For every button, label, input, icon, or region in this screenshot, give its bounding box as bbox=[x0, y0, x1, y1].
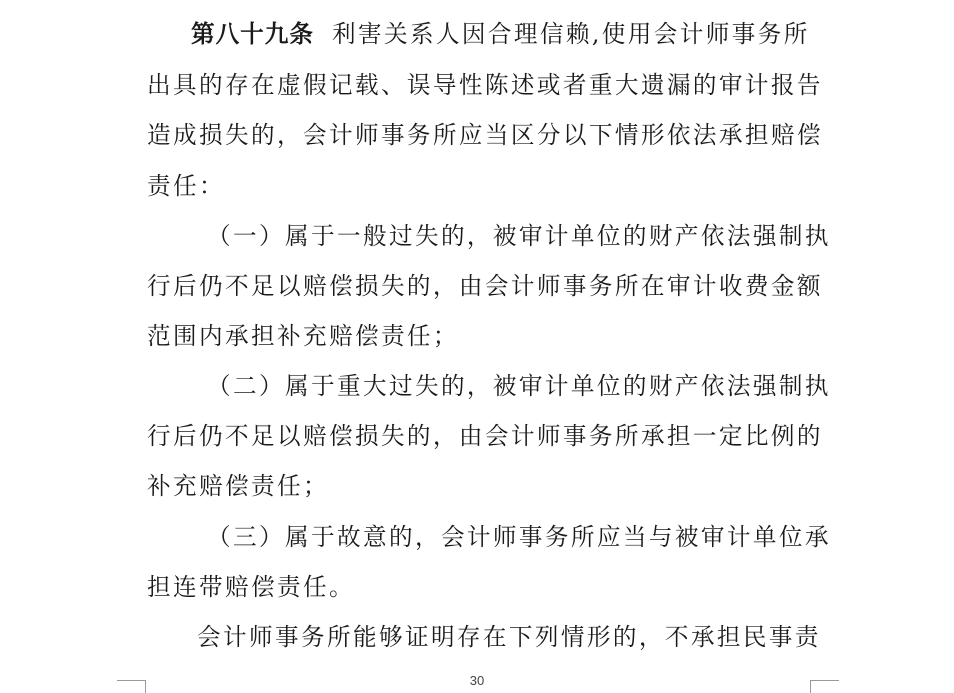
text-line: 责任： bbox=[147, 172, 225, 200]
clause-one-start: （一）属于一般过失的，被审计单位的财产依法强制执 bbox=[207, 222, 831, 250]
article-number: 第八十九条 bbox=[191, 20, 314, 48]
text-line: 担连带赔偿责任。 bbox=[147, 573, 355, 601]
text-line: 造成损失的，会计师事务所应当区分以下情形依法承担赔偿 bbox=[147, 121, 823, 149]
paragraph-start: 会计师事务所能够证明存在下列情形的，不承担民事责 bbox=[197, 623, 821, 651]
clause-three-start: （三）属于故意的，会计师事务所应当与被审计单位承 bbox=[207, 523, 831, 551]
text-line: 出具的存在虚假记载、误导性陈述或者重大遗漏的审计报告 bbox=[147, 71, 823, 99]
text-line: 补充赔偿责任； bbox=[147, 472, 329, 500]
text-line: 范围内承担补充赔偿责任； bbox=[147, 322, 459, 350]
clause-two-start: （二）属于重大过失的，被审计单位的财产依法强制执 bbox=[207, 372, 831, 400]
article-heading-line bbox=[191, 14, 810, 54]
page-number: 30 bbox=[469, 673, 485, 688]
article-intro-text: 利害关系人因合理信赖,使用会计师事务所 bbox=[331, 20, 810, 48]
text-line: 行后仍不足以赔偿损失的，由会计师事务所承担一定比例的 bbox=[147, 422, 823, 450]
text-line: 行后仍不足以赔偿损失的，由会计师事务所在审计收费金额 bbox=[147, 272, 823, 300]
